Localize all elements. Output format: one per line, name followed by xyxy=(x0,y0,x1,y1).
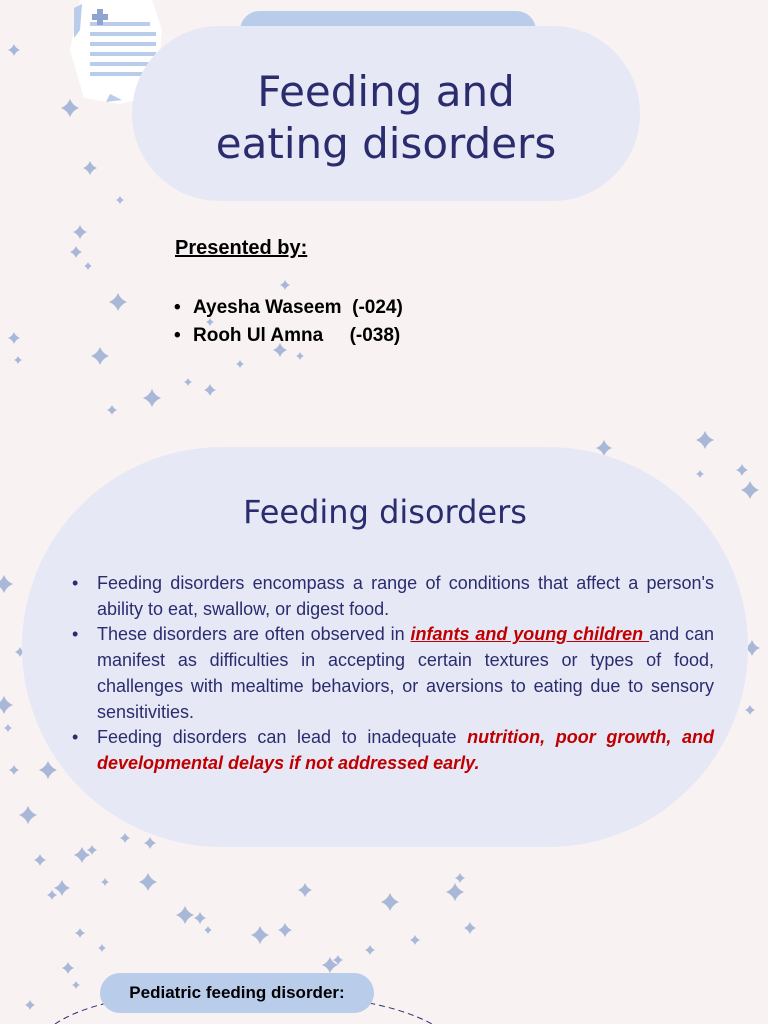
sparkle-icon xyxy=(34,854,46,866)
sparkle-icon xyxy=(70,246,82,258)
pediatric-feeding-disorder-label: Pediatric feeding disorder: xyxy=(100,973,374,1013)
page-title xyxy=(132,66,640,170)
sparkle-icon xyxy=(8,332,20,344)
sparkle-icon xyxy=(116,196,124,204)
sparkle-icon xyxy=(107,405,117,415)
sparkle-icon xyxy=(62,962,74,974)
presenter-list xyxy=(174,294,403,350)
sparkle-icon xyxy=(8,44,20,56)
sparkle-icon xyxy=(736,464,748,476)
sparkle-icon xyxy=(0,696,13,714)
sparkle-icon xyxy=(278,923,292,937)
sparkle-icon xyxy=(696,470,704,478)
sparkle-icon xyxy=(296,352,304,360)
bullet-text: These disorders are often observed in xyxy=(97,624,411,645)
bullet-item xyxy=(70,725,714,776)
presenter-item: • Rooh Ul Amna (-038) xyxy=(174,322,403,350)
sparkle-icon xyxy=(54,880,70,896)
presented-by-label: Presented by: xyxy=(175,237,308,259)
presenter-item: • Ayesha Waseem (-024) xyxy=(174,294,403,322)
sparkle-icon xyxy=(87,845,97,855)
sparkle-icon xyxy=(83,161,97,175)
sparkle-icon xyxy=(120,833,130,843)
sparkle-icon xyxy=(101,878,109,886)
sparkle-icon xyxy=(280,280,290,290)
sparkle-icon xyxy=(47,890,57,900)
sparkle-icon xyxy=(204,384,216,396)
title-line-2: eating disorders xyxy=(215,119,557,168)
sparkle-icon xyxy=(74,847,90,863)
sparkle-icon xyxy=(139,873,157,891)
sparkle-icon xyxy=(4,724,12,732)
sparkle-icon xyxy=(72,981,80,989)
sparkle-icon xyxy=(236,360,244,368)
sparkle-icon xyxy=(464,922,476,934)
sparkle-icon xyxy=(0,575,13,593)
sparkle-icon xyxy=(25,1000,35,1010)
sparkle-icon xyxy=(194,912,206,924)
sparkle-icon xyxy=(184,378,192,386)
sparkle-icon xyxy=(14,356,22,364)
sparkle-icon xyxy=(176,906,194,924)
sparkle-icon xyxy=(446,883,464,901)
bullet-text: Feeding disorders encompass a range of conditions that affect a person's ability to eat, swallow, or digest food. xyxy=(97,573,714,619)
feeding-section-heading: Feeding disorders xyxy=(243,493,527,531)
sparkle-icon xyxy=(98,944,106,952)
sparkle-icon xyxy=(39,761,57,779)
title-line-1: Feeding and xyxy=(257,67,515,116)
sparkle-icon xyxy=(143,389,161,407)
sparkle-icon xyxy=(410,935,420,945)
sparkle-icon xyxy=(84,262,92,270)
bullet-item xyxy=(70,622,714,725)
sparkle-icon xyxy=(204,926,212,934)
sparkle-icon xyxy=(745,705,755,715)
sparkle-icon xyxy=(251,926,269,944)
sparkle-icon xyxy=(365,945,375,955)
bullet-text: and can manifest as difficulties in accepting certain textures or types of food, challenges with mealtime behaviors, or aversions to eating due to sensory sensitivities. xyxy=(97,624,715,722)
sparkle-icon xyxy=(73,225,87,239)
highlight-consequences: nutrition, poor growth, and developmental delays if not addressed early. xyxy=(97,727,714,773)
bullet-text: Feeding disorders can lead to inadequate xyxy=(97,727,468,748)
feeding-bullet-list xyxy=(70,571,714,777)
sparkle-icon xyxy=(455,873,465,883)
sparkle-icon xyxy=(91,347,109,365)
sparkle-icon xyxy=(381,893,399,911)
sparkle-icon xyxy=(696,431,714,449)
sparkle-icon xyxy=(144,837,156,849)
highlight-infants: infants and young children xyxy=(410,624,650,645)
sparkle-icon xyxy=(109,293,127,311)
sparkle-icon xyxy=(298,883,312,897)
sparkle-icon xyxy=(19,806,37,824)
sparkle-icon xyxy=(9,765,19,775)
sparkle-icon xyxy=(75,928,85,938)
bullet-item xyxy=(70,571,714,622)
